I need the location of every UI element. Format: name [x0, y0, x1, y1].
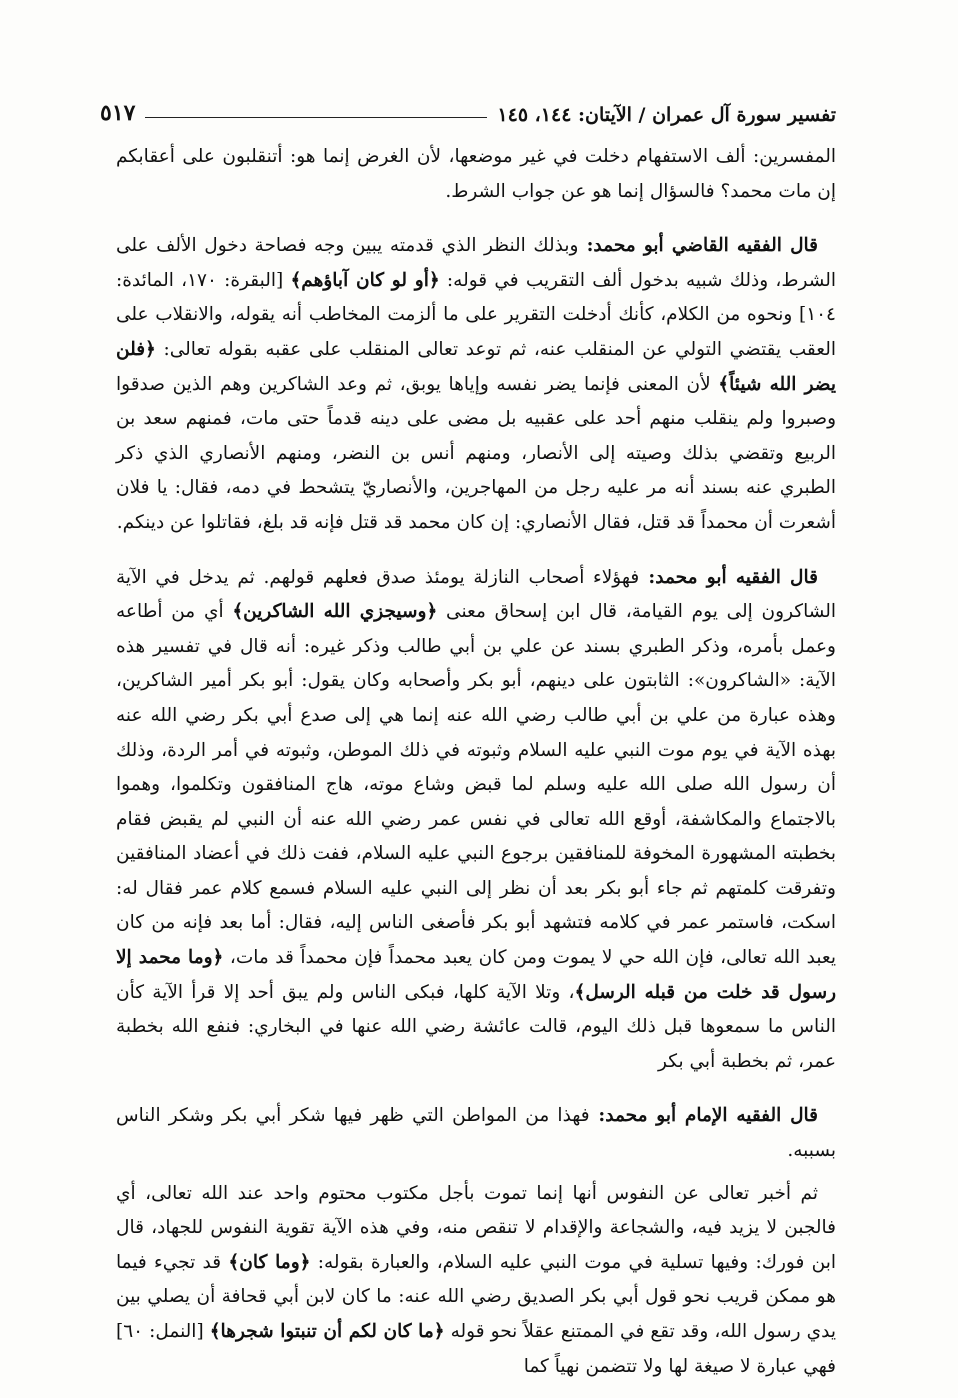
header-rule — [145, 117, 487, 118]
quran-quote: ﴿وما كان﴾ — [228, 1251, 311, 1273]
quran-quote: ﴿ما كان لكم أن تنبتوا شجرها﴾ — [209, 1321, 445, 1342]
paragraph-text: ، وتلا الآية كلها، فبكى الناس ولم يبق أحد إلا قرأ الآية كأن الناس ما سمعوها قبل ذلك اليوم، قالت عائشة رضي الله عنها في البخاري: فنفع الله بخطبة عمر، ثم بخطبة أبي بكر — [116, 981, 836, 1072]
speaker-label: قال الفقيه القاضي أبو محمد: — [578, 235, 819, 257]
paragraph-4 — [116, 1099, 836, 1168]
running-title: تفسير سورة آل عمران / الآيتان: ١٤٤، ١٤٥ — [497, 104, 836, 126]
paragraph-gap — [116, 1079, 836, 1099]
paragraph-text: ثم أخبر تعالى عن النفوس أنها إنما تموت بأجل مكتوب محتوم واحد عند الله تعالى، أي فالجبن لا يزيد فيه، والشجاعة والإقدام لا تنقص منه، وفي هذه الآية تقوية النفوس للجهاد، قال ابن فورك: وفيها تسلية في موت النبي عليه السلام، والعبارة بقوله: — [116, 1182, 836, 1273]
paragraph-5 — [116, 1177, 836, 1385]
paragraph-text: أي من أطاعه وعمل بأمره، وذكر الطبري بسند عن علي بن أبي طالب وذكر غيره: أنه قال في تفسير هذه الآية: «الشاكرون»: الثابتون على دينهم، أبو بكر وأصحابه وكان يقول: أبو بكر أمير الشاكرين، وهذه عبارة من علي بن أبي طالب رضي الله عنه إنما هي إلى صدع أبي بكر رضي الله عنه بهذه الآية في يوم موت النبي عليه السلام وثبوته في ذلك الموطن، وثبوته في أمر الردة، وذلك أن رسول الله صلى الله عليه وسلم لما قبض وشاع موته، هاج المنافقون وتكلموا، وهموا بالاجتماع والمكاشفة، أوقع الله تعالى في نفس عمر رضي الله عنه أن النبي لم يقبض فقام بخطبته المشهورة المخوفة للمنافقين برجوع النبي عليه السلام، ففت ذلك في أعضاد المنافقين وتفرقت كلمتهم ثم جاء أبو بكر بعد أن نظر إلى النبي عليه السلام فسمع كلام عمر فقال له: اسكت، فاستمر عمر في كلامه فتشهد أبو بكر فأصغى الناس إليه، فقال: أما بعد فإنه من كان يعبد الله تعالى، فإن الله حي لا يموت ومن كان يعبد محمداً فإن محمداً قد مات، — [116, 601, 837, 969]
paragraph-1 — [116, 140, 836, 209]
paragraph-3 — [116, 561, 836, 1080]
paragraph-text: فهؤلاء أصحاب النازلة يومئذ صدق فعلهم قولهم. ثم يدخل في الآية الشاكرون إلى يوم القيامة، قال ابن إسحاق معنى — [116, 566, 836, 623]
paragraph-text: فهذا من المواطن التي ظهر فيها شكر أبي بكر وشكر الناس بسببه. — [116, 1105, 836, 1162]
quran-quote: ﴿فلن يضر الله شيئاً﴾ — [116, 338, 836, 395]
page-number: ٥١٧ — [100, 100, 136, 126]
quran-quote: ﴿وسيجزي الله الشاكرين﴾ — [232, 601, 438, 623]
paragraph-text: قد تجيء فيما هو ممكن قريب نحو قول أبي بكر الصديق رضي الله عنه: ما كان لابن أبي قحافة أن يصلي بين يدي رسول الله، وقد تقع في الممتنع عقلاً نحو قوله — [116, 1251, 836, 1342]
paragraph-gap — [116, 1169, 836, 1177]
page-header — [100, 92, 836, 126]
speaker-label: قال الفقيه الإمام أبو محمد: — [589, 1105, 818, 1127]
speaker-label: قال الفقيه أبو محمد: — [639, 566, 818, 588]
quran-quote: ﴿وما محمد إلا رسول قد خلت من قبله الرسل﴾ — [116, 947, 837, 1003]
page-body — [116, 140, 836, 1384]
paragraph-text: المفسرين: ألف الاستفهام دخلت في غير موضعها، لأن الغرض إنما هو: أتنقلبون على أعقابكم إن مات محمد؟ فالسؤال إنما هو عن جواب الشرط. — [116, 146, 836, 202]
paragraph-2 — [116, 229, 836, 540]
paragraph-text: [البقرة: ١٧٠، المائدة: ١٠٤] ونحوه من الكلام، كأنك أدخلت التقرير على ما ألزمت المخاطب أنه يقوله، والانقلاب على العقب يقتضي التولي عن المنقلب عنه، ثم توعد تعالى المنقلب على عقبه بقوله تعالى: — [116, 269, 836, 360]
paragraph-text: وبذلك النظر الذي قدمته يبين وجه فصاحة دخول الألف على الشرط، وذلك شبيه بدخول ألف التقريب في قوله: — [116, 235, 836, 291]
paragraph-text: لأن المعنى فإنما يضر نفسه وإياها يوبق، ثم وعد الشاكرين وهم الذين صدقوا وصبروا ولم ينقلب منهم أحد على عقبيه بل مضى على دينه قدماً حتى مات، فمنهم سعد بن الربيع وتقضي بذلك وصيته إلى الأنصار، ومنهم أنس بن النضر، ومنهم الأنصاري الذي ذكر الطبري عنه بسند أنه مر عليه رجل من المهاجرين، والأنصاريّ يتشحط في دمه، فقال: يا فلان أشعرت أن محمداً قد قتل، فقال الأنصاري: إن كان محمد قد قتل فإنه قد بلغ، فقاتلوا عن دينكم. — [116, 373, 836, 533]
paragraph-text: [النمل: ٦٠] فهي عبارة لا صيغة لها ولا تتضمن نهياً كما — [116, 1321, 836, 1377]
quran-quote: ﴿أو لو كان آباؤهم﴾ — [290, 269, 440, 291]
paragraph-gap — [116, 209, 836, 229]
paragraph-gap — [116, 541, 836, 561]
